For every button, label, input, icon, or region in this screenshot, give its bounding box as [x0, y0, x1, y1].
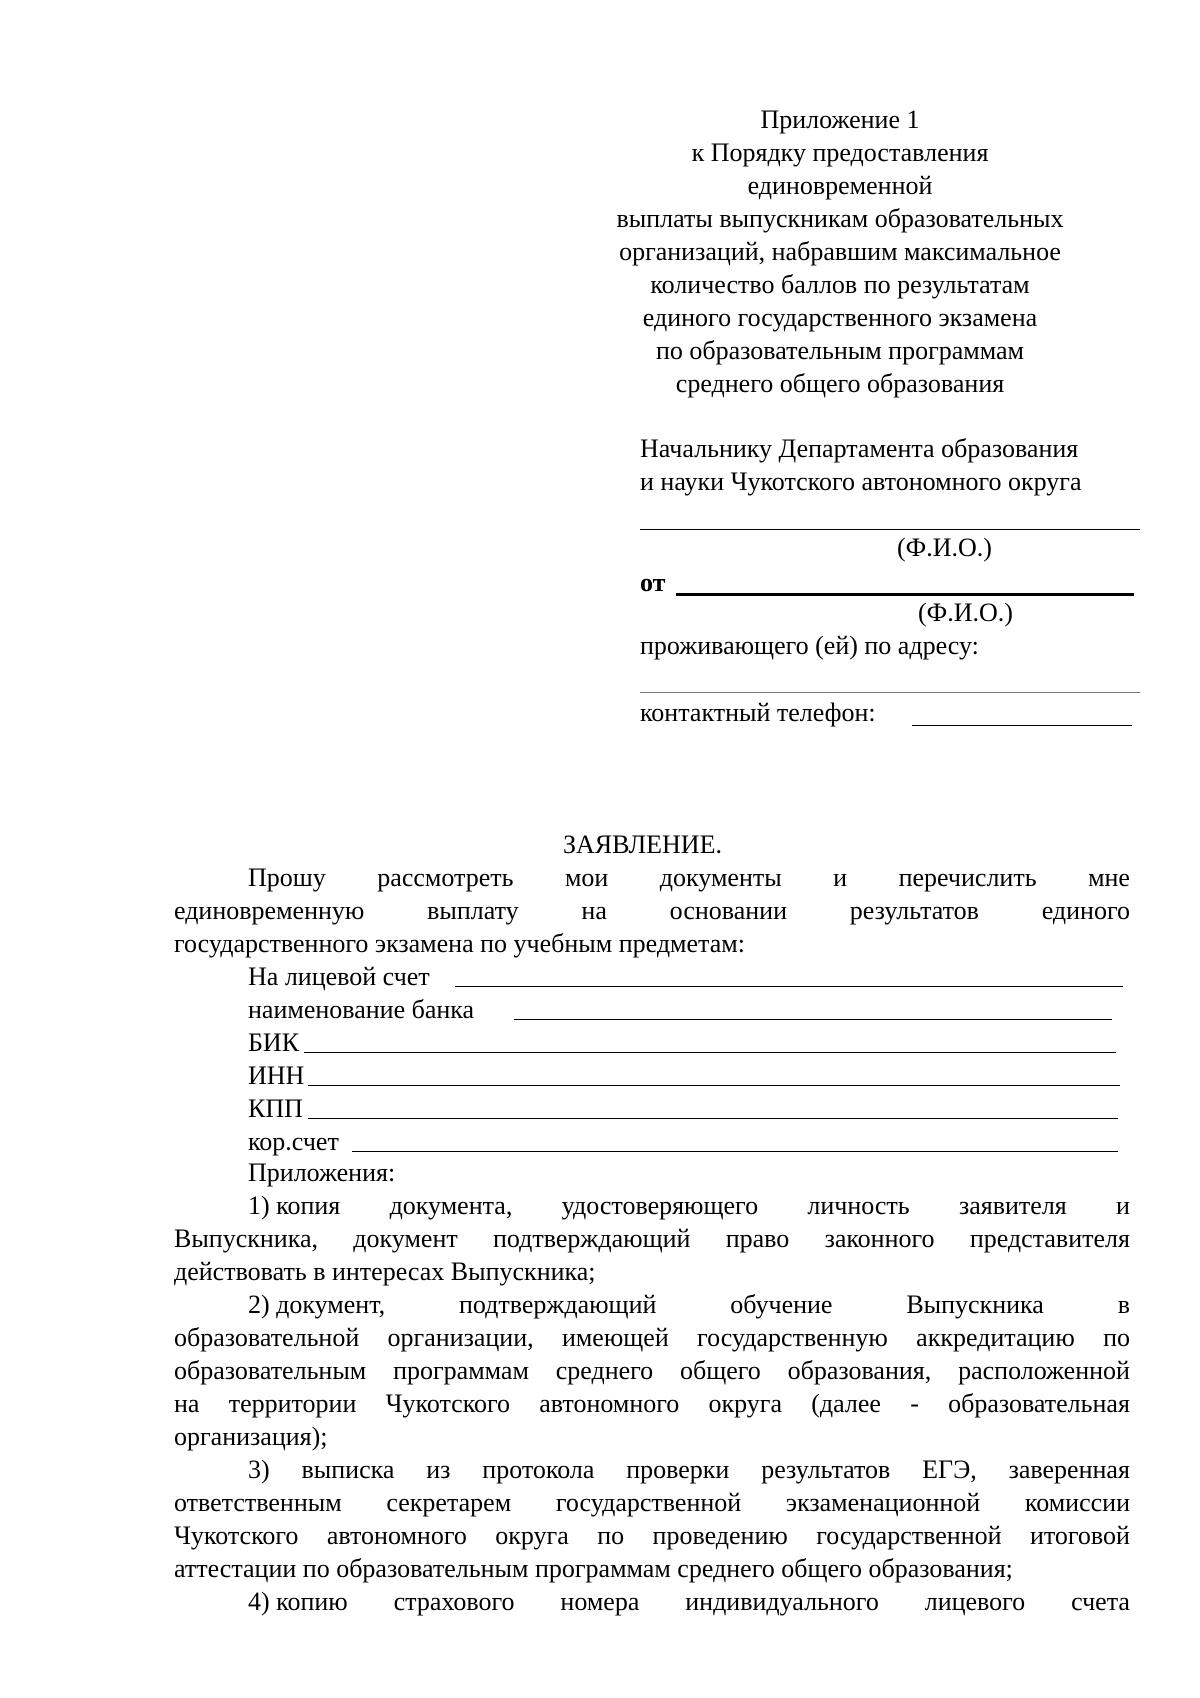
item1-line-1: [248, 1191, 1130, 1221]
item2-line-3: [174, 1356, 1130, 1386]
intro-line-3: государственного экзамена по учебным предметам:: [174, 929, 745, 958]
word: представителя: [969, 1224, 1130, 1253]
appendix-line: к Порядку предоставления: [691, 138, 989, 167]
phone-label: контактный телефон:: [640, 698, 876, 727]
appendix-line: среднего общего образования: [675, 369, 1005, 398]
appendix-header: [560, 103, 1120, 400]
word: из: [426, 1455, 451, 1484]
inn-label: ИНН: [248, 1061, 305, 1090]
word: 2) документ,: [248, 1290, 386, 1319]
kpp-label: КПП: [248, 1094, 303, 1123]
word: секретарем: [386, 1488, 512, 1517]
appendix-line: количество баллов по результатам: [650, 270, 1030, 299]
word: автономного: [326, 1521, 467, 1550]
item2-line-2: [174, 1323, 1130, 1353]
word: документ: [353, 1224, 458, 1253]
word: округа: [708, 1389, 782, 1418]
appendix-line: Приложение 1: [760, 105, 920, 134]
bik-label: БИК: [248, 1028, 300, 1057]
word: по: [597, 1521, 625, 1550]
word: и: [833, 863, 848, 892]
word: Чукотского: [174, 1521, 299, 1550]
residing-label: проживающего (ей) по адресу:: [640, 631, 979, 660]
word: программам: [393, 1356, 529, 1385]
word: в: [1117, 1290, 1130, 1319]
word: протокола: [482, 1455, 595, 1484]
word: Прошу: [248, 863, 326, 892]
word: счета: [1071, 1587, 1130, 1616]
word: выписка: [301, 1455, 395, 1484]
kpp-input-line[interactable]: [308, 1118, 1118, 1119]
word: экзаменационной: [785, 1488, 981, 1517]
word: имеющей: [561, 1323, 669, 1352]
account-label: На лицевой счет: [248, 962, 430, 991]
word: 4) копию: [248, 1587, 348, 1616]
word: право: [725, 1224, 790, 1253]
word: результатов: [849, 896, 979, 925]
item3-line-3: [174, 1521, 1130, 1551]
item2-line-1: [248, 1290, 1130, 1320]
word: государственную: [697, 1323, 888, 1352]
addressee-line-1: Начальнику Департамента образования: [640, 434, 1079, 463]
word: -: [910, 1389, 919, 1418]
word: подтверждающий: [458, 1290, 657, 1319]
word: расположенной: [958, 1356, 1130, 1385]
word: организации,: [387, 1323, 534, 1352]
corr-field: [248, 1125, 1118, 1158]
item2-line-4: [174, 1389, 1130, 1419]
word: номера: [560, 1587, 640, 1616]
word: 3): [248, 1455, 270, 1484]
word: законного: [824, 1224, 935, 1253]
word: образовательным: [174, 1356, 367, 1385]
kpp-field: [248, 1092, 1118, 1125]
word: выплату: [427, 896, 519, 925]
appendix-line: единого государственного экзамена: [642, 303, 1038, 332]
account-input-line[interactable]: [455, 986, 1123, 987]
word: образования,: [787, 1356, 932, 1385]
address-line[interactable]: [640, 692, 1140, 693]
word: Выпускника,: [174, 1224, 319, 1253]
word: общего: [679, 1356, 761, 1385]
word: итоговой: [1029, 1521, 1130, 1550]
fio-caption: (Ф.И.О.): [897, 533, 992, 562]
word: подтверждающий: [493, 1224, 691, 1253]
word: заверенная: [1008, 1455, 1130, 1484]
word: проведению: [652, 1521, 788, 1550]
appendix-line: по образовательным программам: [655, 336, 1024, 365]
word: удостоверяющего: [561, 1191, 759, 1220]
word: и: [1116, 1191, 1130, 1220]
word: мне: [1088, 863, 1130, 892]
word: проверки: [626, 1455, 730, 1484]
intro-line-1: [248, 863, 1130, 893]
word: аккредитацию: [916, 1323, 1075, 1352]
word: комиссии: [1024, 1488, 1130, 1517]
word: (далее: [811, 1389, 881, 1418]
account-field: [248, 960, 1118, 993]
item1-line-3: действовать в интересах Выпускника;: [174, 1257, 596, 1286]
word: перечислить: [898, 863, 1037, 892]
bank-label: наименование банка: [248, 995, 475, 1024]
item3-line-2: [174, 1488, 1130, 1518]
addressee-fio-line[interactable]: [640, 529, 1140, 530]
word: результатов: [761, 1455, 891, 1484]
item3-line-4: аттестации по образовательным программам среднего общего образования;: [174, 1554, 1013, 1583]
phone-line[interactable]: [912, 725, 1132, 726]
word: основании: [669, 896, 787, 925]
word: на: [174, 1389, 200, 1418]
fio-caption: (Ф.И.О.): [918, 598, 1013, 627]
word: государственной: [555, 1488, 742, 1517]
word: 1) копия: [248, 1191, 341, 1220]
bank-input-line[interactable]: [514, 1019, 1112, 1020]
word: обучение: [730, 1290, 833, 1319]
word: единого: [1041, 896, 1130, 925]
intro-line-2: [174, 896, 1130, 926]
word: единовременную: [174, 896, 365, 925]
word: страхового: [393, 1587, 515, 1616]
word: государственной: [816, 1521, 1002, 1550]
word: личность: [807, 1191, 910, 1220]
from-label: от: [640, 568, 666, 597]
word: на: [581, 896, 607, 925]
word: образовательной: [174, 1323, 360, 1352]
word: мои: [564, 863, 609, 892]
document-title: ЗАЯВЛЕНИЕ.: [563, 830, 722, 859]
attachments-heading: Приложения:: [248, 1158, 396, 1187]
bik-input-line[interactable]: [304, 1052, 1116, 1053]
word: по: [1103, 1323, 1130, 1352]
word: Чукотского: [385, 1389, 511, 1418]
word: среднего: [555, 1356, 654, 1385]
word: образовательная: [948, 1389, 1130, 1418]
appendix-line: выплаты выпускникам образовательных: [616, 204, 1064, 233]
corr-input-line[interactable]: [352, 1151, 1118, 1152]
word: документы: [659, 863, 782, 892]
word: автономного: [539, 1389, 680, 1418]
item1-line-2: [174, 1224, 1130, 1254]
word: индивидуального: [685, 1587, 879, 1616]
item4-line-1: [248, 1587, 1130, 1617]
word: Выпускника: [906, 1290, 1044, 1319]
bank-field: [248, 993, 1118, 1026]
inn-input-line[interactable]: [308, 1085, 1120, 1086]
appendix-line: единовременной: [747, 171, 933, 200]
word: ответственным: [174, 1488, 342, 1517]
word: ЕГЭ,: [922, 1455, 977, 1484]
word: лицевого: [924, 1587, 1026, 1616]
word: документа,: [389, 1191, 513, 1220]
appendix-line: организаций, набравшим максимальное: [619, 237, 1061, 266]
word: рассмотреть: [377, 863, 514, 892]
item2-line-5: организация);: [174, 1422, 328, 1451]
word: заявителя: [958, 1191, 1067, 1220]
inn-field: [248, 1059, 1118, 1092]
bik-field: [248, 1026, 1118, 1059]
applicant-fio-line[interactable]: [676, 593, 1134, 596]
corr-label: кор.счет: [248, 1127, 339, 1156]
word: округа: [495, 1521, 569, 1550]
addressee-line-2: и науки Чукотского автономного округа: [640, 467, 1082, 496]
word: территории: [228, 1389, 357, 1418]
item3-line-1: [248, 1455, 1130, 1485]
